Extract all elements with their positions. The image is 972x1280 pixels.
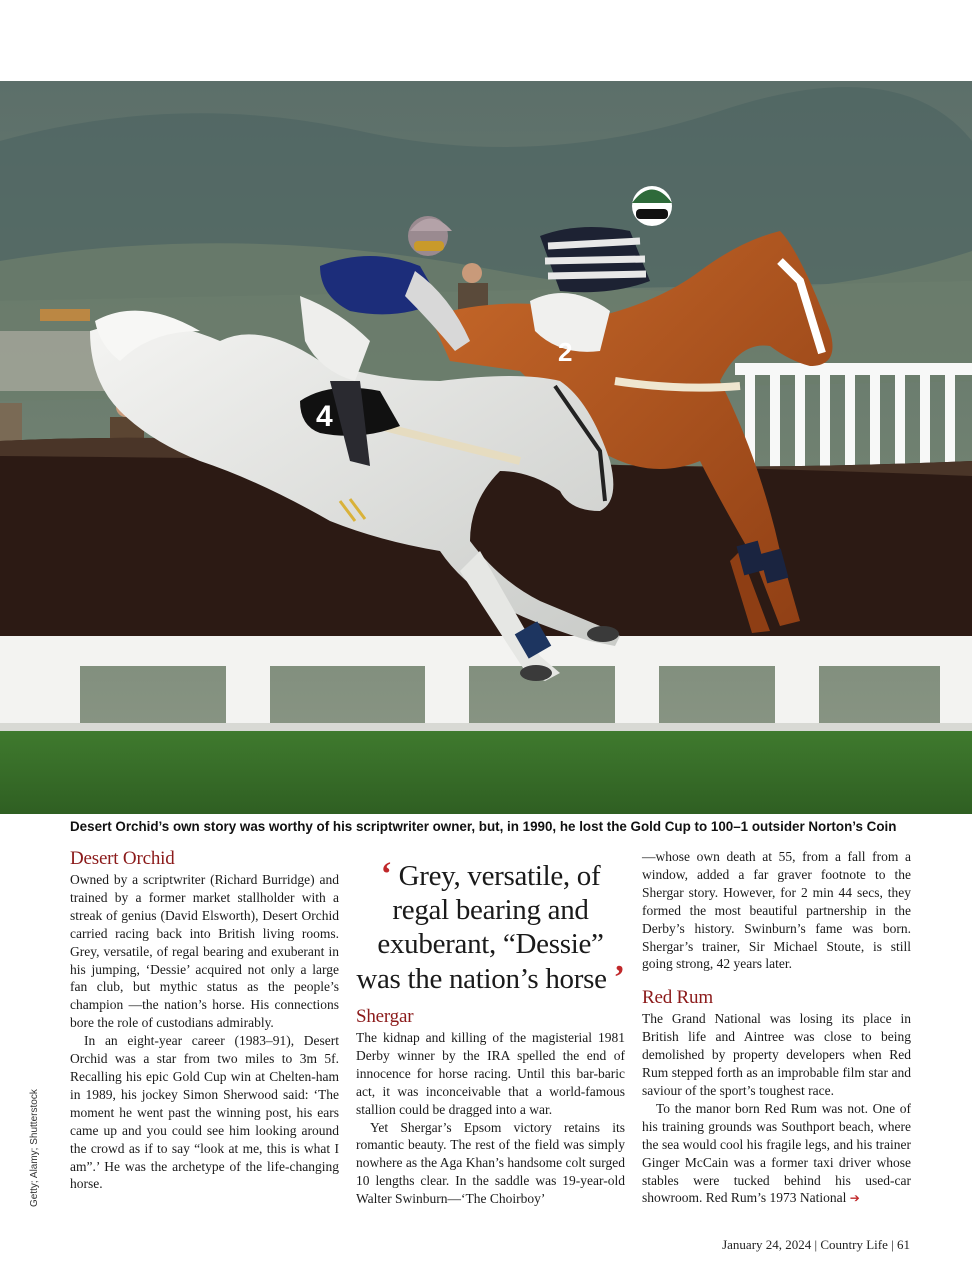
paragraph: In an eight-year career (1983–91), Desert Orchid was a star from two miles to 3m 5f. Recalling his epic Gold Cup win at Chelten-ham in 1989, his jockey Simon Sherwood said: ‘The moment he went past the winning post, his ears came up and you could see him looking around the crowd as if to say “look at me, this is what I am”.’ He was the archetype of the life-changing horse. — [70, 1033, 339, 1192]
paragraph: Yet Shergar’s Epsom victory retains its romantic beauty. The rest of the field was simply nowhere as the Aga Khan’s handsome colt surged 10 lengths clear. In the saddle was 19-year-old Walter Swinburn—‘The Choirboy’ — [356, 1119, 625, 1207]
photo-caption: Desert Orchid’s own story was worthy of his scriptwriter owner, but, in 1990, he lost the Gold Cup to 100–1 outsider Norton’s Coin — [70, 819, 897, 834]
section-heading-desert-orchid: Desert Orchid — [70, 848, 175, 869]
column-red-rum — [642, 848, 911, 1208]
paragraph-text: To the manor born Red Rum was not. One of his training grounds was Southport beach, where the sea would cool his fragile legs, and his trainer Ginger McCain was a former taxi driver whose stables were tucked behind his used-car showroom. Red Rum’s 1973 National — [642, 1100, 911, 1206]
paragraph: Owned by a scriptwriter (Richard Burridge) and trained by a former market stallholder with a streak of genius (David Elsworth), Desert Orchid carried racing back into British living rooms. Grey, versatile, of regal bearing and exuberant in his jumping, ‘Dessie’ acquired not only a large fan club, but mythic status as the people’s champion —the nation’s horse. His connections bore the role of custodians admirably. — [70, 872, 339, 1031]
paragraph: —whose own death at 55, from a fall from a window, added a far graver footnote to the Shergar story. However, for 2 min 44 secs, they formed the most beautiful partnership in the Derby’s history. Swinburn’s fame was born. Shergar’s trainer, Sir Michael Stoute, is still going strong, 42 years later. — [642, 849, 911, 972]
saddlecloth-number-grey: 4 — [316, 400, 333, 433]
paragraph — [642, 1100, 911, 1208]
pull-quote — [356, 858, 625, 996]
hero-photo — [0, 81, 972, 814]
grass — [0, 731, 972, 814]
paragraph: The Grand National was losing its place in British life and Aintree was close to being demolished by property developers when Red Rum stepped forth as an improbable film star and saviour of the sport’s toughest race. — [642, 1011, 911, 1098]
page-folio: January 24, 2024 | Country Life | 61 — [722, 1237, 910, 1252]
continue-arrow-icon: ➔ — [849, 1191, 860, 1206]
saddlecloth-number-chestnut: 2 — [558, 337, 573, 367]
close-quote-mark: ’ — [613, 959, 625, 996]
paragraph: The kidnap and killing of the magisterial 1981 Derby winner by the IRA spelled the end of innocence for horse racing. Until this bar-baric act, it was inconceivable that a world-famous stallion could be dragged into a war. — [356, 1030, 625, 1117]
photo-credit: Getty; Alamy; Shutterstock — [29, 1089, 40, 1207]
column-desert-orchid — [70, 848, 339, 1193]
column-shergar — [356, 848, 625, 1208]
section-heading-shergar: Shergar — [356, 1006, 414, 1027]
pull-quote-text: Grey, versatile, of regal bearing and exuberant, “Dessie” was the nation’s horse — [356, 860, 607, 995]
open-quote-mark: ‘ — [380, 856, 392, 893]
section-heading-red-rum: Red Rum — [642, 987, 713, 1009]
